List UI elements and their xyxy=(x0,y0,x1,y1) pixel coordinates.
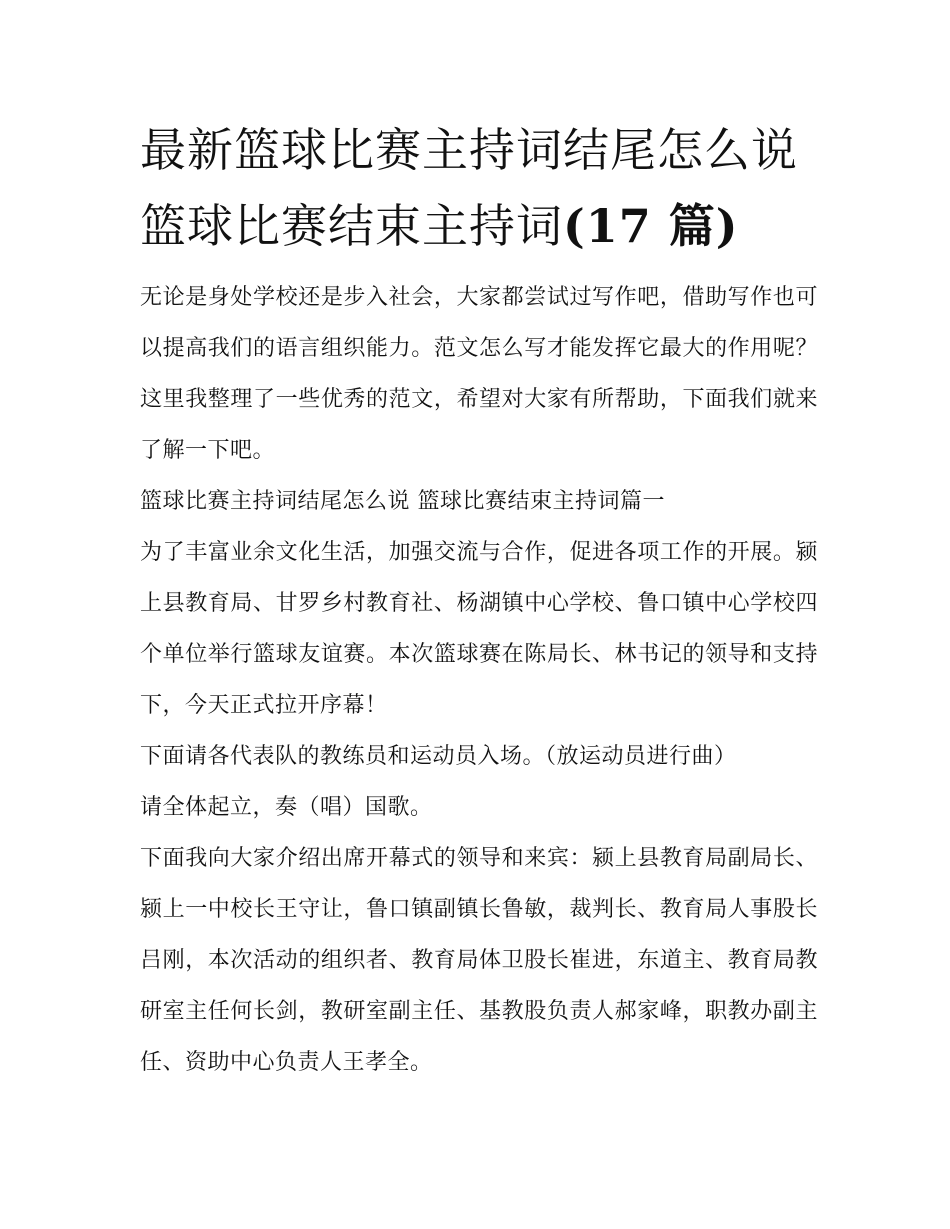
document-title xyxy=(140,112,818,264)
body-paragraph: 请全体起立，奏（唱）国歌。 xyxy=(140,795,433,820)
title-main-text: 最新篮球比赛主持词结尾怎么说 篮球比赛结束主持词 xyxy=(140,123,798,253)
body-paragraph: 下面我向大家介绍出席开幕式的领导和来宾：颍上县教育局副局长、颍上一中校长王守让，鲁口镇副镇长鲁敏，裁判长、教育局人事股长吕刚，本次活动的组织者、教育局体卫股长崔进，东道主、教育局教研室主任何长剑，教研室副主任、基教股负责人郝家峰，职教办副主任、资助中心负责人王孝全。 xyxy=(140,846,818,1075)
section-heading: 篮球比赛主持词结尾怎么说 篮球比赛结束主持词篇一 xyxy=(140,489,665,514)
title-count-text: (17 篇) xyxy=(563,199,739,253)
body-paragraph: 为了丰富业余文化生活，加强交流与合作，促进各项工作的开展。颍上县教育局、甘罗乡村教育社、杨湖镇中心学校、鲁口镇中心学校四个单位举行篮球友谊赛。本次篮球赛在陈局长、林书记的领导和支持下，今天正式拉开序幕！ xyxy=(140,540,818,718)
body-paragraph: 下面请各代表队的教练员和运动员入场。（放运动员进行曲） xyxy=(140,744,737,769)
intro-paragraph: 无论是身处学校还是步入社会，大家都尝试过写作吧，借助写作也可以提高我们的语言组织能力。范文怎么写才能发挥它最大的作用呢？这里我整理了一些优秀的范文，希望对大家有所帮助，下面我们就来了解一下吧。 xyxy=(140,285,818,463)
